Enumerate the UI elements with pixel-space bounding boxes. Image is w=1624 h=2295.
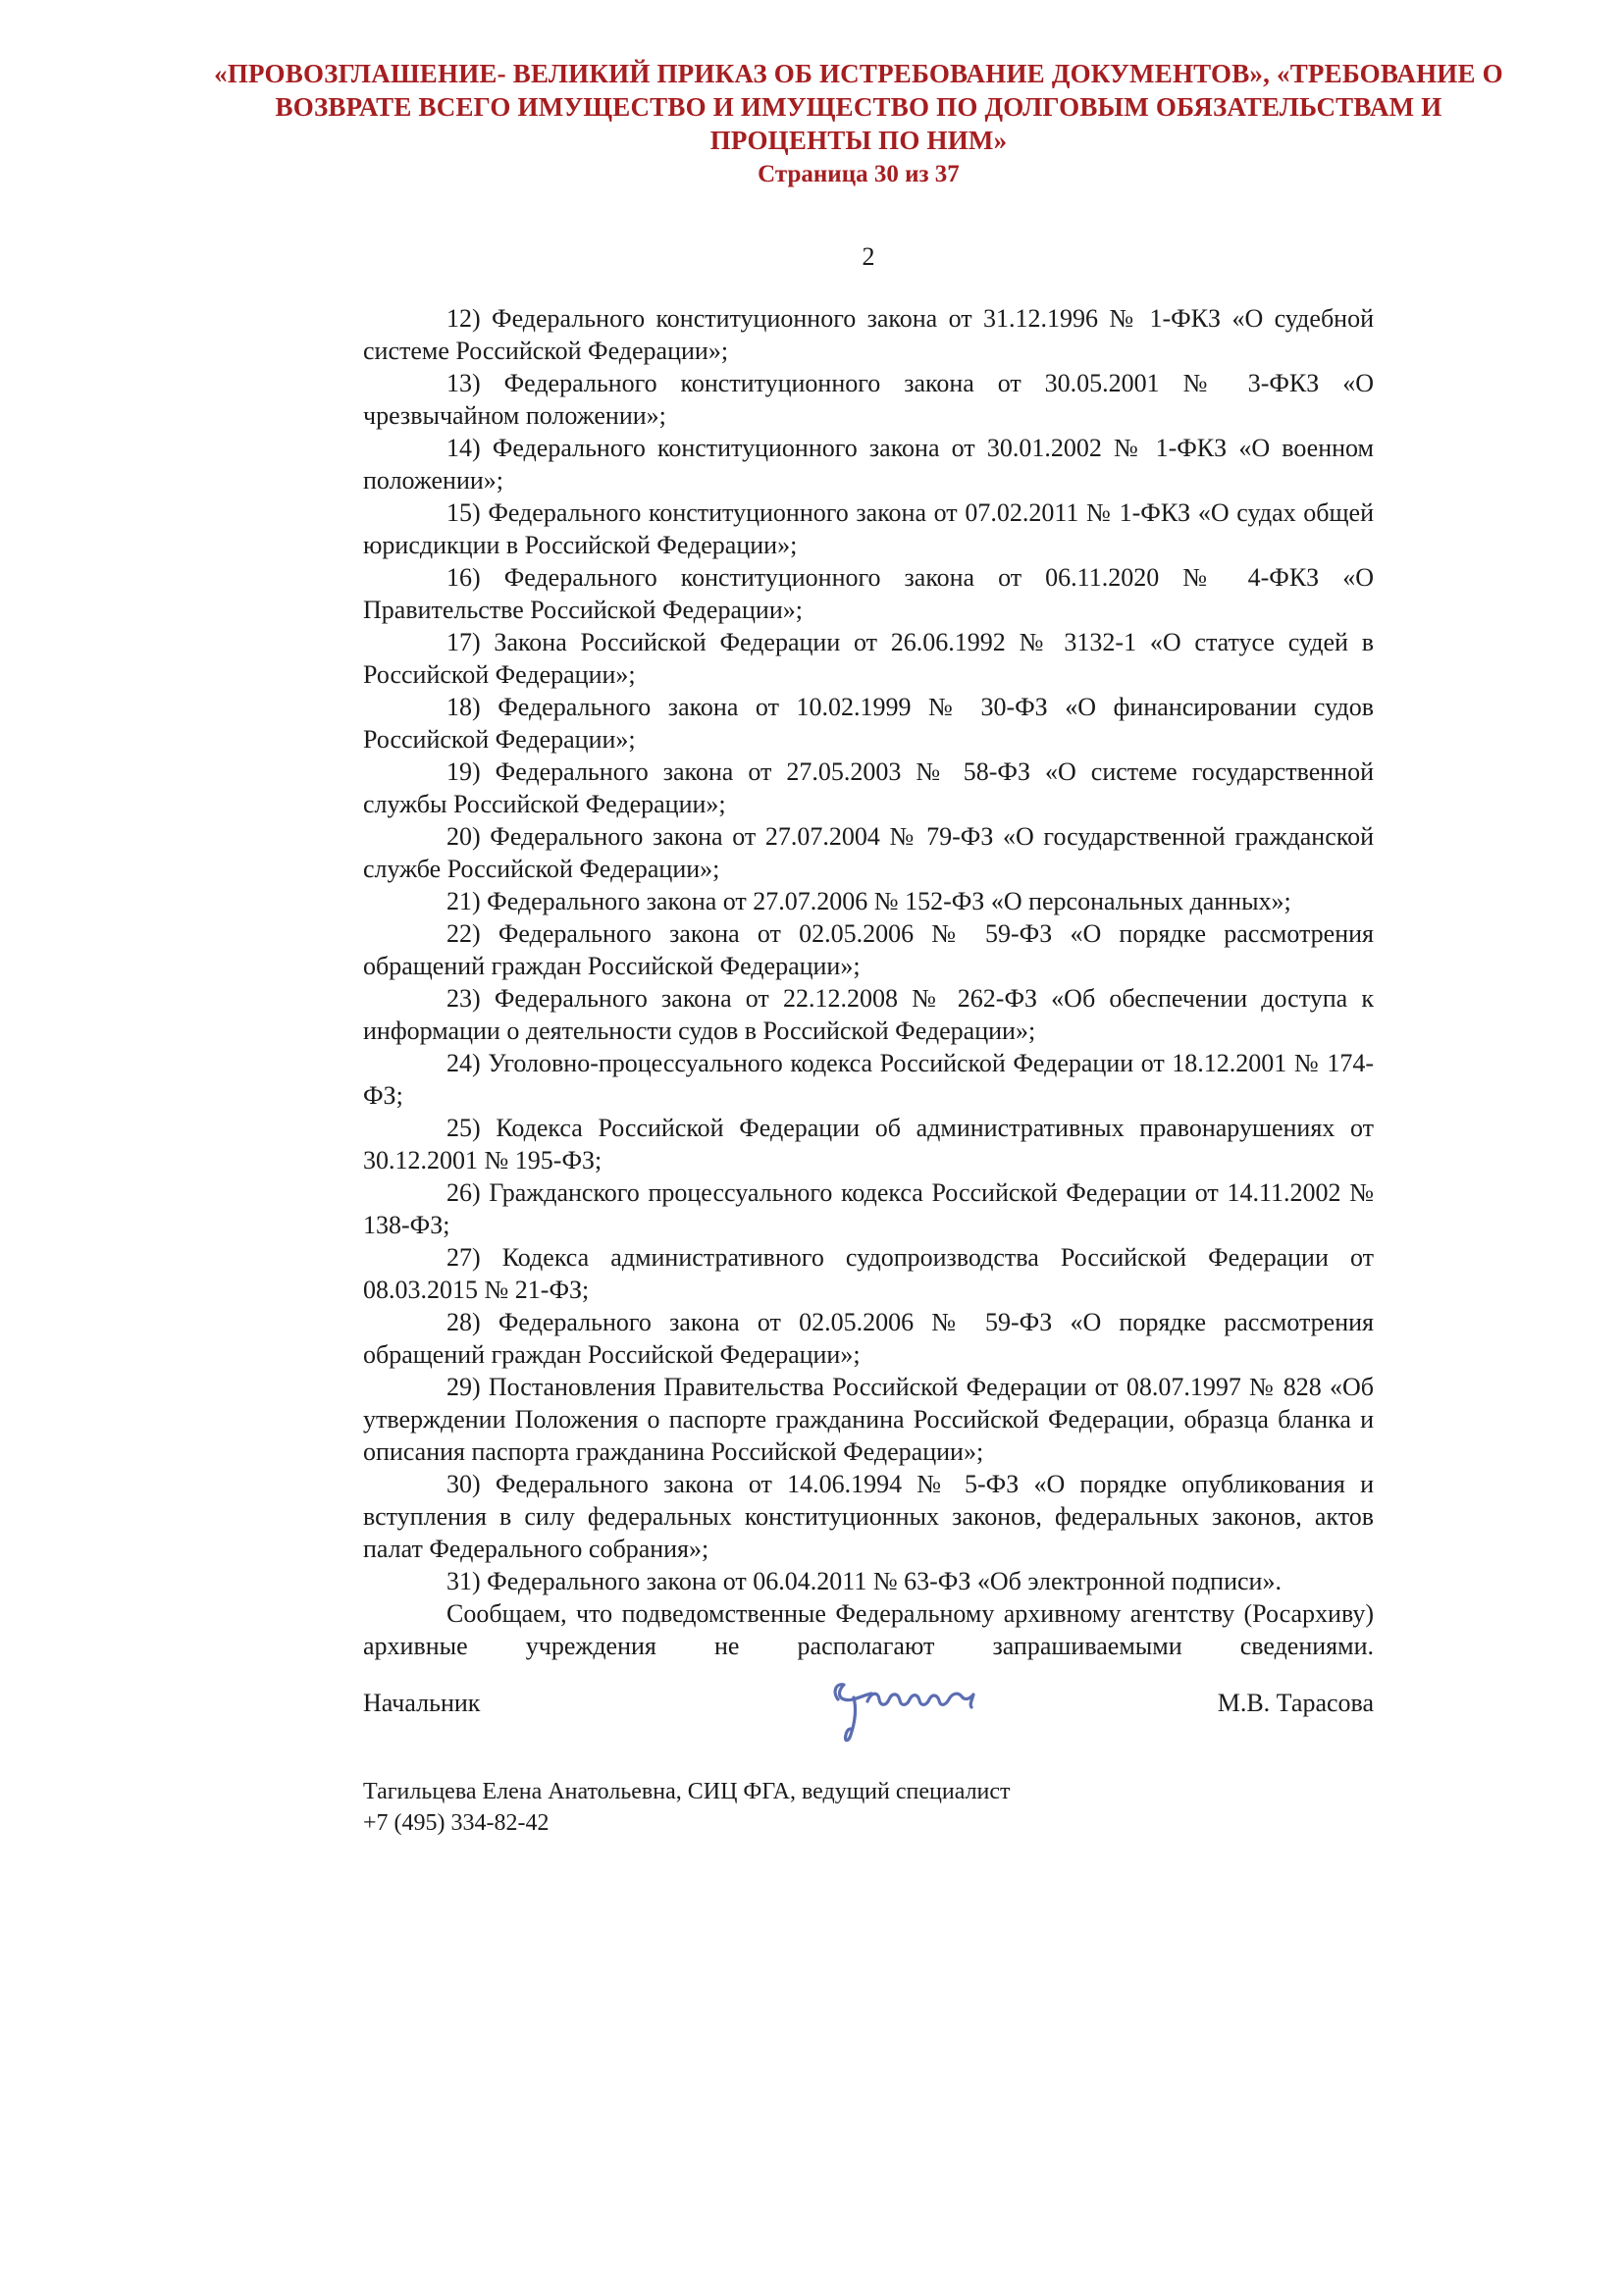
document-title-line-1: «ПРОВОЗГЛАШЕНИЕ- ВЕЛИКИЙ ПРИКАЗ ОБ ИСТРЕБОВАНИЕ ДОКУМЕНТОВ», «ТРЕБОВАНИЕ О [214,59,1503,88]
page-number: 2 [862,242,875,271]
list-item: 13) Федерального конституционного закона от 30.05.2001 № 3-ФКЗ «О чрезвычайном положении»; [363,369,1374,430]
list-item: 15) Федерального конституционного закона от 07.02.2011 № 1-ФКЗ «О судах общей юрисдикции в Российской Федерации»; [363,498,1374,559]
law-list [363,302,1374,1597]
list-item: 27) Кодекса административного судопроизводства Российской Федерации от 08.03.2015 № 21-ФЗ; [363,1243,1374,1304]
executor-info [363,1776,1374,1839]
list-item: 29) Постановления Правительства Российской Федерации от 08.07.1997 № 828 «Об утверждении Положения о паспорте гражданина Российской Федерации, образца бланка и описания паспорта гражданина Российской Федерации»; [363,1373,1374,1466]
executor-phone: +7 (495) 334-82-42 [363,1810,550,1836]
list-item: 17) Закона Российской Федерации от 26.06.1992 № 3132-1 «О статусе судей в Российской Федерации»; [363,628,1374,689]
list-item: 14) Федерального конституционного закона от 30.01.2002 № 1-ФКЗ «О военном положении»; [363,434,1374,495]
list-item: 23) Федерального закона от 22.12.2008 № 262-ФЗ «Об обеспечении доступа к информации о деятельности судов в Российской Федерации»; [363,984,1374,1045]
list-item: 25) Кодекса Российской Федерации об административных правонарушениях от 30.12.2001 № 195-ФЗ; [363,1114,1374,1174]
list-item: 31) Федерального закона от 06.04.2011 № 63-ФЗ «Об электронной подписи». [446,1567,1282,1595]
document-header [147,57,1570,191]
signatory-name: М.В. Тарасова [1217,1689,1374,1717]
document-title-line-2: ВОЗВРАТЕ ВСЕГО ИМУЩЕСТВО И ИМУЩЕСТВО ПО ДОЛГОВЫМ ОБЯЗАТЕЛЬСТВАМ И [275,92,1442,122]
list-item: 18) Федерального закона от 10.02.1999 № 30-ФЗ «О финансировании судов Российской Федерации»; [363,693,1374,754]
list-item: 22) Федерального закона от 02.05.2006 № 59-ФЗ «О порядке рассмотрения обращений граждан Российской Федерации»; [363,919,1374,980]
document-title-line-3: ПРОЦЕНТЫ ПО НИМ» [709,126,1008,155]
list-item: 16) Федерального конституционного закона от 06.11.2020 № 4-ФКЗ «О Правительстве Российской Федерации»; [363,563,1374,624]
list-item: 21) Федерального закона от 27.07.2006 № 152-ФЗ «О персональных данных»; [446,887,1291,915]
list-item: 19) Федерального закона от 27.05.2003 № 58-ФЗ «О системе государственной службы Российской Федерации»; [363,757,1374,818]
closing-paragraph: Сообщаем, что подведомственные Федеральному архивному агентству (Росархиву) архивные учреждения не располагают запрашиваемыми сведениями. [363,1599,1374,1660]
executor-name-line: Тагильцева Елена Анатольевна, СИЦ ФГА, ведущий специалист [363,1779,1011,1804]
list-item: 26) Гражданского процессуального кодекса Российской Федерации от 14.11.2002 № 138-ФЗ; [363,1178,1374,1239]
list-item: 30) Федерального закона от 14.06.1994 № 5-ФЗ «О порядке опубликования и вступления в силу федеральных конституционных законов, федеральных законов, актов палат Федерального собрания»; [363,1470,1374,1563]
list-item: 24) Уголовно-процессуального кодекса Российской Федерации от 18.12.2001 № 174-ФЗ; [363,1049,1374,1110]
list-item: 12) Федерального конституционного закона от 31.12.1996 № 1-ФКЗ «О судебной системе Российской Федерации»; [363,304,1374,365]
list-item: 20) Федерального закона от 27.07.2004 № 79-ФЗ «О государственной гражданской службе Российской Федерации»; [363,822,1374,883]
document-body [363,240,1374,1839]
list-item: 28) Федерального закона от 02.05.2006 № 59-ФЗ «О порядке рассмотрения обращений граждан Российской Федерации»; [363,1308,1374,1369]
signatory-position-title: Начальник [363,1689,481,1717]
page-info: Страница 30 из 37 [758,161,960,187]
signature-row [363,1680,1374,1764]
handwritten-signature-ink [824,1678,981,1751]
